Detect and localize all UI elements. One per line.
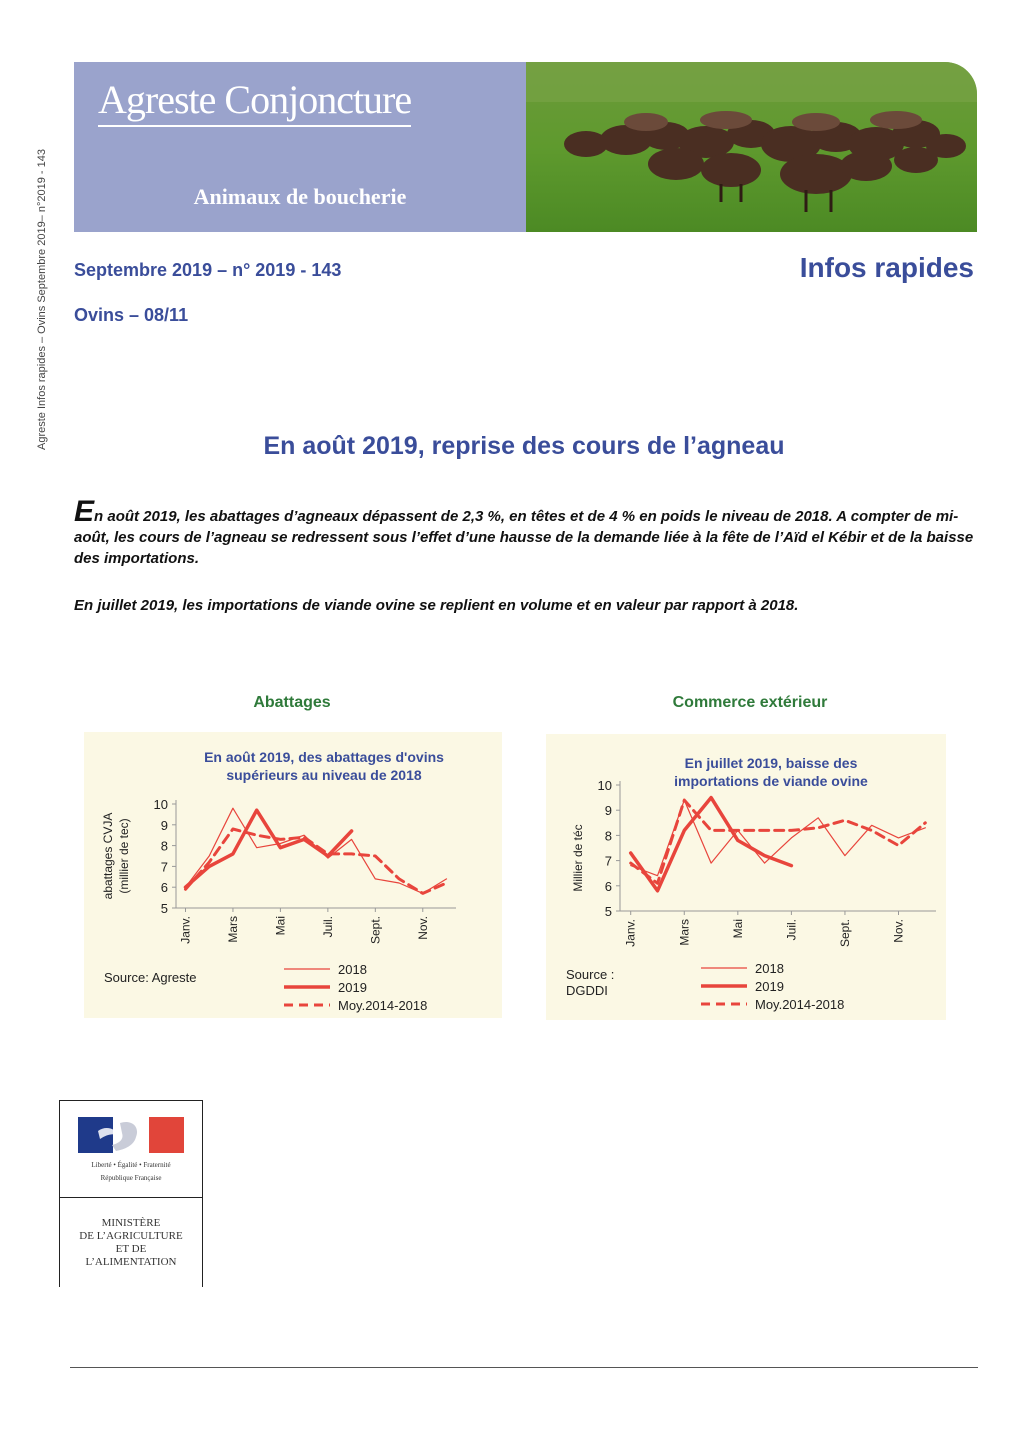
chart-title: supérieurs au niveau de 2018 bbox=[226, 767, 422, 783]
ministry-line: L’ALIMENTATION bbox=[85, 1256, 177, 1268]
banner-subtitle: Animaux de boucherie bbox=[193, 184, 407, 209]
section-title-commerce: Commerce extérieur bbox=[672, 694, 828, 711]
x-tick-label: Nov. bbox=[891, 919, 906, 943]
ministry-line: MINISTÈRE bbox=[101, 1217, 161, 1229]
series-line-moy-2014-2018 bbox=[631, 800, 926, 883]
x-tick-label: Janv. bbox=[178, 916, 193, 944]
y-axis-label: (millier de tec) bbox=[117, 818, 131, 894]
series-line-2018 bbox=[186, 808, 447, 893]
publication-type: Infos rapides bbox=[799, 252, 974, 283]
y-tick-label: 10 bbox=[597, 778, 612, 793]
legend-label: Moy.2014-2018 bbox=[755, 997, 845, 1012]
series-line-2019 bbox=[631, 798, 792, 891]
lead-paragraph-2: En juillet 2019, les importations de viande ovine se replient en volume et en valeur par rapport à 2018. bbox=[74, 597, 799, 614]
chart-svg bbox=[546, 734, 946, 1020]
footer-divider bbox=[70, 1367, 978, 1368]
banner-brand-panel bbox=[74, 62, 526, 232]
sheep-photo-image bbox=[526, 62, 977, 232]
lead-paragraph bbox=[74, 495, 978, 569]
issue-number: Septembre 2019 – n° 2019 - 143 bbox=[74, 260, 342, 280]
section-title-abattages: Abattages bbox=[253, 694, 331, 711]
chart-source: Source: Agreste bbox=[104, 970, 197, 985]
side-running-header: Agreste Infos rapides – Ovins Septembre 2019– n°2019 - 143 bbox=[36, 149, 48, 450]
series-line-2019 bbox=[186, 810, 352, 887]
header-banner bbox=[74, 62, 977, 232]
y-tick-label: 10 bbox=[153, 797, 168, 812]
ministry-logo bbox=[59, 1100, 203, 1287]
chart-title: importations de viande ovine bbox=[674, 773, 868, 789]
chart-title: En juillet 2019, baisse des bbox=[684, 755, 858, 771]
y-tick-label: 5 bbox=[160, 901, 168, 916]
series-line-moy-2014-2018 bbox=[186, 829, 447, 893]
motto-text: Liberté • Égalité • Fraternité bbox=[91, 1161, 171, 1169]
y-tick-label: 9 bbox=[160, 817, 168, 833]
legend-label: 2018 bbox=[338, 962, 367, 977]
chart-commerce-exterieur bbox=[546, 734, 946, 1020]
republic-text: République Française bbox=[100, 1174, 162, 1182]
chart-svg bbox=[84, 732, 502, 1018]
chart-title: En août 2019, des abattages d'ovins bbox=[204, 749, 444, 765]
chart-source: DGDDI bbox=[566, 983, 608, 998]
x-tick-label: Mars bbox=[225, 916, 240, 943]
x-tick-label: Mars bbox=[677, 919, 692, 946]
x-tick-label: Sept. bbox=[837, 919, 852, 948]
y-axis-label: Millier de téc bbox=[571, 824, 585, 892]
x-tick-label: Mai bbox=[273, 916, 288, 936]
lead-text: n août 2019, les abattages d’agneaux dépassent de 2,3 %, en têtes et de 4 % en poids le niveau de 2018. A compter de mi-août, les cours de l’agneau se redressent sous l’effet d’une hausse de la demande liée à la fête de l’Aïd el Kébir et de la baisse des importations. bbox=[74, 508, 974, 567]
x-tick-label: Sept. bbox=[368, 916, 383, 945]
y-tick-label: 8 bbox=[160, 838, 168, 854]
legend-label: 2019 bbox=[338, 980, 367, 995]
x-tick-label: Mai bbox=[730, 919, 745, 939]
chart-abattages bbox=[84, 732, 502, 1018]
y-axis-label: abattages CVJA bbox=[101, 812, 115, 900]
page-title: En août 2019, reprise des cours de l’agneau bbox=[263, 432, 785, 460]
ministry-name bbox=[64, 1217, 198, 1269]
chart-source: Source : bbox=[566, 967, 615, 982]
legend-label: 2018 bbox=[755, 961, 784, 976]
x-tick-label: Juil. bbox=[784, 919, 799, 941]
dropcap: E bbox=[74, 495, 95, 528]
y-tick-label: 7 bbox=[160, 859, 168, 875]
ministry-line: DE L’AGRICULTURE bbox=[79, 1230, 183, 1242]
y-tick-label: 6 bbox=[160, 880, 168, 896]
republique-logo bbox=[60, 1101, 202, 1198]
y-tick-label: 9 bbox=[604, 803, 612, 819]
series-line-2018 bbox=[631, 800, 926, 876]
brand-logo-text: Agreste Conjoncture bbox=[98, 76, 411, 127]
legend-label: Moy.2014-2018 bbox=[338, 998, 428, 1013]
x-tick-label: Janv. bbox=[623, 919, 638, 947]
y-tick-label: 8 bbox=[604, 828, 612, 844]
marianne-icon bbox=[60, 1101, 202, 1161]
x-tick-label: Nov. bbox=[415, 916, 430, 940]
topic-line: Ovins – 08/11 bbox=[74, 305, 189, 325]
x-tick-label: Juil. bbox=[320, 916, 335, 938]
sheep-photo bbox=[526, 62, 977, 232]
ministry-line: ET DE bbox=[115, 1243, 147, 1255]
legend-label: 2019 bbox=[755, 979, 784, 994]
y-tick-label: 6 bbox=[604, 878, 612, 894]
y-tick-label: 5 bbox=[604, 904, 612, 919]
y-tick-label: 7 bbox=[604, 853, 612, 869]
